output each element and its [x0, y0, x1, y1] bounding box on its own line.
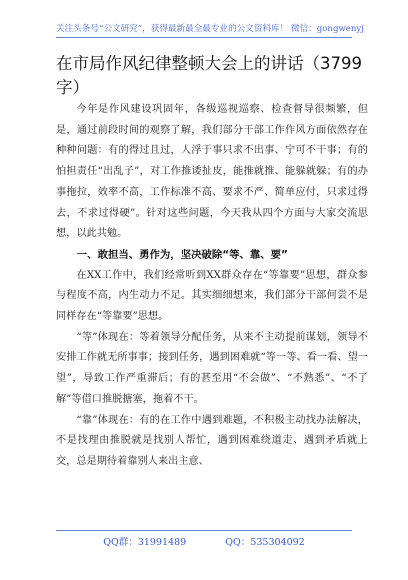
footer-qq-group: QQ群：31991489 [103, 537, 187, 548]
page-header: 关注头条号“公文研究”，获得最新最全最专业的公文资料库！ 微信：gongwenyj [56, 22, 352, 38]
section-heading: 一、敢担当、勇作为，坚决破除“等、靠、要” [76, 248, 288, 261]
paragraph: 今年是作风建设巩固年，各级巡视巡察、检查督导很频繁，但是，通过前段时间的观察了解，我们部分干部工作作风方面依然存在种种问题：有的得过且过，人浮于事只求不出事、宁可不干事；有的怕担责任“出乱子”，对工作推诿扯皮，能推就推、能躲就躲；有的办事拖拉，效率不高，工作标准不高、要求不严、简单应付，只求过得去，不求过得硬”。针对这些问题，今天我从四个方面与大家交流思想，以此共勉。 [56, 104, 368, 240]
document-body [56, 100, 368, 473]
document-title: 在市局作风纪律整顿大会上的讲话（3799字） [56, 54, 362, 97]
paragraph: “靠”体现在：有的在工作中遇到难题，不积极主动找办法解决，不是找理由推脱就是找别人帮忙，遇到困难绕道走、遇到矛盾就上交，总是期待着靠别人来出主意、 [56, 414, 368, 467]
paragraph: “等”体现在：等着领导分配任务，从来不主动提前谋划，领导不安排工作就无所事事；接到任务，遇到困难就“等一等、看一看、望一望”，导致工作严重滞后；有的甚至用“不会做”、“不熟悉”、“不了解”等借口推脱搪塞，拖着不干。 [56, 331, 368, 405]
page-footer [56, 530, 352, 548]
footer-qq: QQ：535304092 [225, 537, 305, 548]
paragraph: 在XX工作中，我们经常听到XX群众存在“等靠要”思想，群众参与程度不高，内生动力不足。其实细细想来，我们部分干部何尝不是同样存在“等靠要”思想。 [56, 269, 368, 323]
